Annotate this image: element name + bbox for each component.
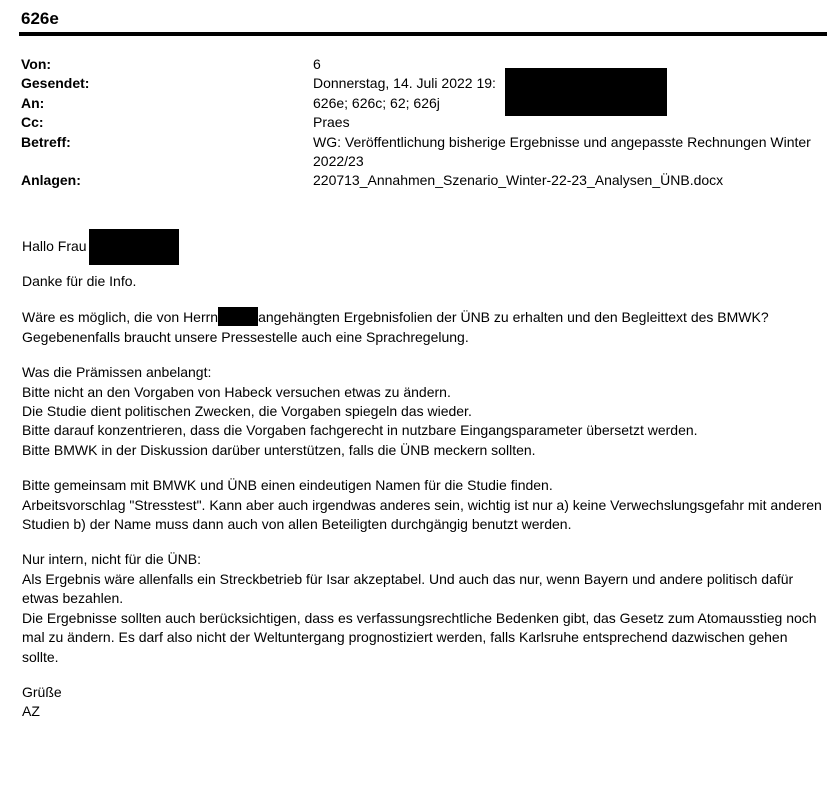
study-name-proposal: Arbeitsvorschlag "Stresstest". Kann aber auch irgendwas anderes sein, wichtig ist nur a) keine Verwechslungsgefahr mit anderen Studien b) der Name muss dann auch von allen Beteiligten durchgängig benutzt werden. [22,496,822,533]
paragraph-request [22,307,822,347]
from-value: 6 [313,56,321,72]
header-cc-row [21,113,821,132]
cc-value: Praes [313,114,350,131]
premises-line: Die Studie dient politischen Zwecken, die Vorgaben spiegeln das wieder. [22,403,472,420]
internal-constitution-line: Die Ergebnisse sollten auch berücksichtigen, dass es verfassungsrechtliche Bedenken gibt, das Gesetz zum Atomausstieg noch mal zu ändern. Es darf also nicht der Weltuntergang prognostiziert werden, falls Karlsruhe entsprechend dazwischen gehen sollte. [22,609,817,665]
paragraph-study-name [22,476,822,534]
title-divider [19,32,827,36]
attachments-label: Anlagen: [21,172,81,189]
greeting-line [22,231,822,263]
premises-line: Bitte darauf konzentrieren, dass die Vorgaben fachgerecht in nutzbare Eingangsparameter übersetzt werden. [22,422,698,439]
study-name-line: Bitte gemeinsam mit BMWK und ÜNB einen eindeutigen Namen für die Studie finden. [22,477,553,494]
cc-label: Cc: [21,114,44,131]
to-value: 626e; 626c; 62; 626j [313,94,440,111]
redaction-box-sent-time [505,68,667,116]
paragraph-internal [22,550,822,666]
internal-heading: Nur intern, nicht für die ÜNB: [22,551,201,568]
greeting-text: Hallo Frau [22,238,87,255]
premises-line: Bitte nicht an den Vorgaben von Habeck versuchen etwas zu ändern. [22,383,451,400]
closing-block [22,683,822,722]
request-text-end: angehängten Ergebnisfolien der ÜNB zu erhalten und den Begleittext des BMWK? [258,309,769,326]
signature: AZ [22,703,40,720]
document-title: 626e [21,9,59,28]
sent-value: Donnerstag, 14. Juli 2022 19: [313,75,496,92]
email-header [21,55,821,191]
request-press-line: Gegebenenfalls braucht unsere Pressestelle auch eine Sprachregelung. [22,328,469,345]
internal-isar-line: Als Ergebnis wäre allenfalls ein Streckbetrieb für Isar akzeptabel. Und auch das nur, wenn Bayern und andere politisch dafür etwas bezahlen. [22,570,794,607]
redaction-box-herrn-name [218,307,258,326]
header-sent-row [21,74,821,93]
header-from-row [21,55,821,74]
attachment-file-link[interactable]: 220713_Annahmen_Szenario_Winter-22-23_Analysen_ÜNB.docx [313,172,724,189]
header-to-row [21,94,821,113]
from-label: Von: [21,56,52,72]
closing-greeting: Grüße [22,683,62,700]
subject-value: WG: Veröffentlichung bisherige Ergebnisse und angepasste Rechnungen Winter 2022/23 [313,133,811,170]
paragraph-thanks: Danke für die Info. [22,273,137,289]
redaction-box-recipient-name [89,229,179,265]
premises-line: Was die Prämissen anbelangt: [22,364,212,381]
to-label: An: [21,94,45,111]
header-attachments-row [21,171,821,190]
premises-line: Bitte BMWK in der Diskussion darüber unterstützen, falls die ÜNB meckern sollten. [22,441,536,458]
paragraph-premises [22,363,822,460]
sent-label: Gesendet: [21,75,90,92]
header-subject-row [21,133,821,172]
email-body [22,231,822,738]
subject-label: Betreff: [21,133,71,150]
request-text-start: Wäre es möglich, die von Herrn [22,309,219,326]
